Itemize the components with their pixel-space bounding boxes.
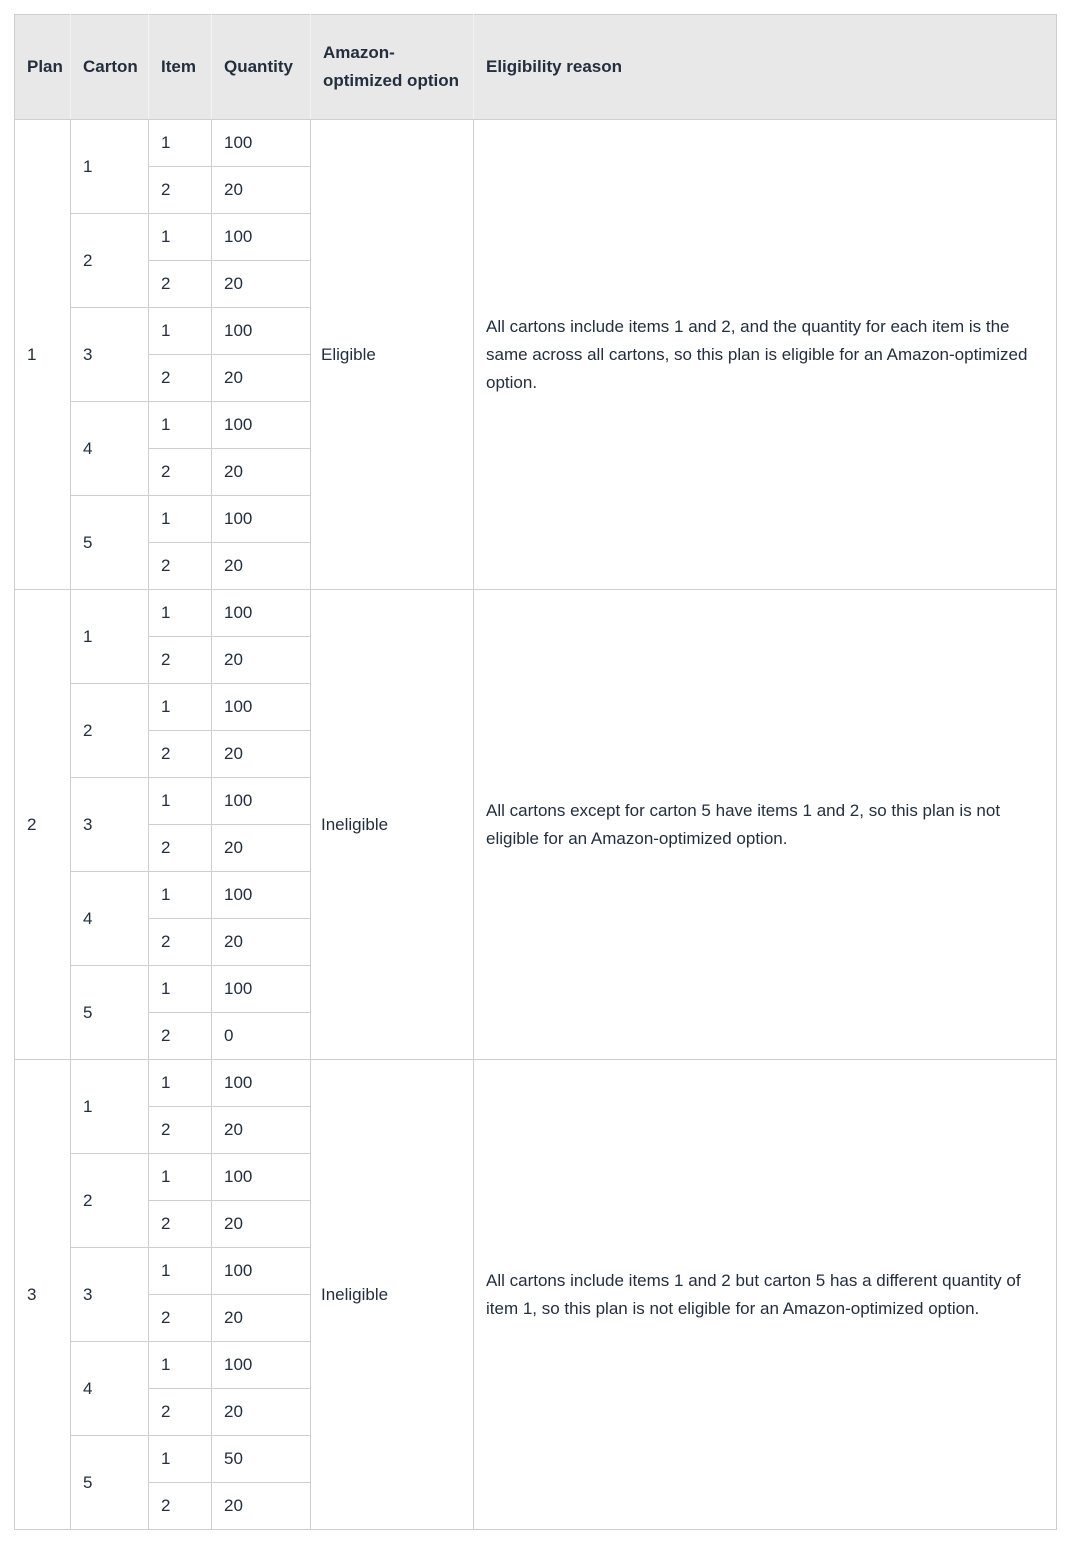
quantity-cell: 20 bbox=[212, 543, 311, 590]
header-eligibility-reason: Eligibility reason bbox=[474, 15, 1057, 120]
eligibility-reason-cell: All cartons include items 1 and 2, and the quantity for each item is the same across all cartons, so this plan is eligible for an Amazon-optimized option. bbox=[474, 120, 1057, 590]
quantity-cell: 100 bbox=[212, 1060, 311, 1107]
eligibility-option-cell: Eligible bbox=[311, 120, 474, 590]
quantity-cell: 100 bbox=[212, 402, 311, 449]
plan-cell: 1 bbox=[15, 120, 71, 590]
item-cell: 2 bbox=[149, 167, 212, 214]
header-plan: Plan bbox=[15, 15, 71, 120]
eligibility-reason-cell: All cartons include items 1 and 2 but carton 5 has a different quantity of item 1, so this plan is not eligible for an Amazon-optimized option. bbox=[474, 1060, 1057, 1530]
carton-cell: 2 bbox=[71, 1154, 149, 1248]
quantity-cell: 0 bbox=[212, 1013, 311, 1060]
quantity-cell: 100 bbox=[212, 1342, 311, 1389]
carton-cell: 5 bbox=[71, 1436, 149, 1530]
quantity-cell: 100 bbox=[212, 590, 311, 637]
eligibility-option-cell: Ineligible bbox=[311, 590, 474, 1060]
item-cell: 2 bbox=[149, 1483, 212, 1530]
carton-cell: 1 bbox=[71, 590, 149, 684]
carton-cell: 1 bbox=[71, 1060, 149, 1154]
table-row bbox=[15, 590, 1057, 637]
item-cell: 2 bbox=[149, 355, 212, 402]
quantity-cell: 100 bbox=[212, 778, 311, 825]
item-cell: 2 bbox=[149, 919, 212, 966]
quantity-cell: 20 bbox=[212, 1201, 311, 1248]
carton-cell: 4 bbox=[71, 402, 149, 496]
plan-cell: 3 bbox=[15, 1060, 71, 1530]
item-cell: 1 bbox=[149, 496, 212, 543]
item-cell: 2 bbox=[149, 825, 212, 872]
item-cell: 2 bbox=[149, 731, 212, 778]
quantity-cell: 20 bbox=[212, 919, 311, 966]
item-cell: 2 bbox=[149, 1389, 212, 1436]
quantity-cell: 100 bbox=[212, 308, 311, 355]
item-cell: 1 bbox=[149, 1248, 212, 1295]
item-cell: 2 bbox=[149, 1295, 212, 1342]
item-cell: 2 bbox=[149, 543, 212, 590]
quantity-cell: 20 bbox=[212, 261, 311, 308]
quantity-cell: 100 bbox=[212, 966, 311, 1013]
carton-cell: 2 bbox=[71, 684, 149, 778]
quantity-cell: 100 bbox=[212, 872, 311, 919]
eligibility-reason-cell: All cartons except for carton 5 have items 1 and 2, so this plan is not eligible for an Amazon-optimized option. bbox=[474, 590, 1057, 1060]
header-amazon-optimized-option: Amazon-optimized option bbox=[311, 15, 474, 120]
item-cell: 1 bbox=[149, 966, 212, 1013]
table-row bbox=[15, 1060, 1057, 1107]
quantity-cell: 20 bbox=[212, 355, 311, 402]
header-row bbox=[15, 15, 1057, 120]
quantity-cell: 20 bbox=[212, 449, 311, 496]
quantity-cell: 100 bbox=[212, 1154, 311, 1201]
quantity-cell: 100 bbox=[212, 1248, 311, 1295]
plan-cell: 2 bbox=[15, 590, 71, 1060]
quantity-cell: 100 bbox=[212, 120, 311, 167]
item-cell: 1 bbox=[149, 872, 212, 919]
quantity-cell: 20 bbox=[212, 1389, 311, 1436]
quantity-cell: 20 bbox=[212, 731, 311, 778]
item-cell: 1 bbox=[149, 1436, 212, 1483]
carton-cell: 5 bbox=[71, 496, 149, 590]
item-cell: 1 bbox=[149, 684, 212, 731]
quantity-cell: 50 bbox=[212, 1436, 311, 1483]
item-cell: 1 bbox=[149, 402, 212, 449]
item-cell: 1 bbox=[149, 590, 212, 637]
eligibility-option-cell: Ineligible bbox=[311, 1060, 474, 1530]
item-cell: 1 bbox=[149, 214, 212, 261]
carton-cell: 3 bbox=[71, 308, 149, 402]
item-cell: 1 bbox=[149, 1060, 212, 1107]
quantity-cell: 20 bbox=[212, 167, 311, 214]
header-item: Item bbox=[149, 15, 212, 120]
carton-cell: 3 bbox=[71, 778, 149, 872]
quantity-cell: 20 bbox=[212, 1107, 311, 1154]
carton-cell: 4 bbox=[71, 872, 149, 966]
carton-cell: 1 bbox=[71, 120, 149, 214]
item-cell: 2 bbox=[149, 261, 212, 308]
item-cell: 2 bbox=[149, 1107, 212, 1154]
header-quantity: Quantity bbox=[212, 15, 311, 120]
item-cell: 2 bbox=[149, 449, 212, 496]
quantity-cell: 20 bbox=[212, 825, 311, 872]
carton-cell: 3 bbox=[71, 1248, 149, 1342]
item-cell: 1 bbox=[149, 308, 212, 355]
item-cell: 1 bbox=[149, 778, 212, 825]
item-cell: 2 bbox=[149, 637, 212, 684]
carton-cell: 5 bbox=[71, 966, 149, 1060]
item-cell: 1 bbox=[149, 1342, 212, 1389]
quantity-cell: 20 bbox=[212, 1483, 311, 1530]
carton-cell: 4 bbox=[71, 1342, 149, 1436]
quantity-cell: 20 bbox=[212, 1295, 311, 1342]
quantity-cell: 20 bbox=[212, 637, 311, 684]
table-header bbox=[15, 15, 1057, 120]
header-carton: Carton bbox=[71, 15, 149, 120]
eligibility-table-body bbox=[15, 120, 1057, 1530]
quantity-cell: 100 bbox=[212, 684, 311, 731]
quantity-cell: 100 bbox=[212, 496, 311, 543]
item-cell: 1 bbox=[149, 1154, 212, 1201]
item-cell: 2 bbox=[149, 1201, 212, 1248]
item-cell: 2 bbox=[149, 1013, 212, 1060]
item-cell: 1 bbox=[149, 120, 212, 167]
table-row bbox=[15, 120, 1057, 167]
carton-cell: 2 bbox=[71, 214, 149, 308]
eligibility-table bbox=[14, 14, 1057, 1530]
quantity-cell: 100 bbox=[212, 214, 311, 261]
